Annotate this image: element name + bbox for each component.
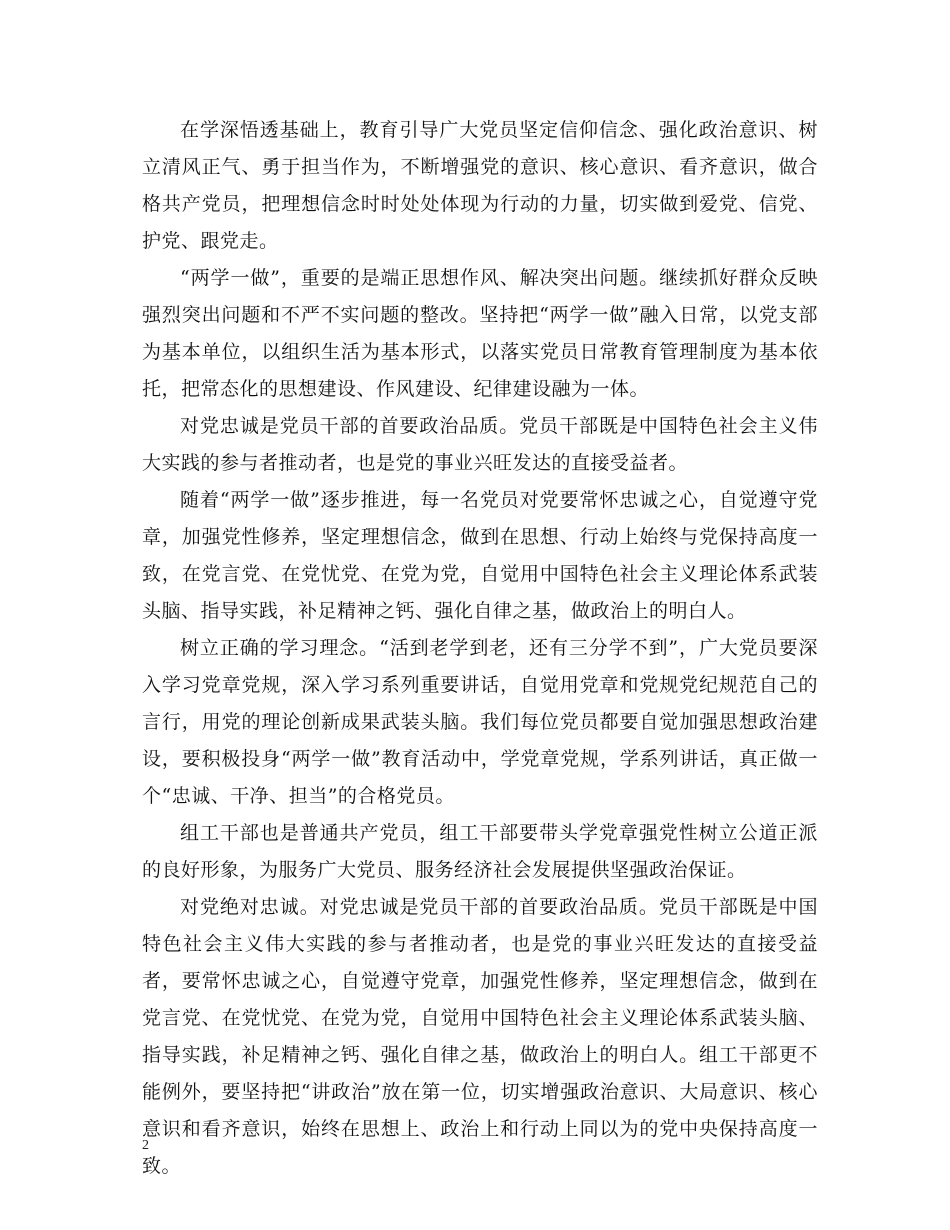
paragraph: 对党忠诚是党员干部的首要政治品质。党员干部既是中国特色社会主义伟大实践的参与者推动者，也是党的事业兴旺发达的直接受益者。 — [142, 415, 818, 474]
paragraph: 树立正确的学习理念。“活到老学到老，还有三分学不到”，广大党员要深入学习党章党规，深入学习系列重要讲话，自觉用党章和党规党纪规范自己的言行，用党的理论创新成果武装头脑。我们每位党员都要自觉加强思想政治建设，要积极投身“两学一做”教育活动中，学党章党规，学系列讲话，真正做一个“忠诚、干净、担当”的合格党员。 — [142, 637, 818, 807]
document-body — [142, 112, 818, 1185]
paragraph: 在学深悟透基础上，教育引导广大党员坚定信仰信念、强化政治意识、树立清风正气、勇于担当作为，不断增强党的意识、核心意识、看齐意识，做合格共产党员，把理想信念时时处处体现为行动的力量，切实做到爱党、信党、护党、跟党走。 — [142, 119, 818, 252]
page-number: 2 — [142, 1138, 149, 1153]
paragraph: “两学一做”，重要的是端正思想作风、解决突出问题。继续抓好群众反映强烈突出问题和不严不实问题的整改。坚持把“两学一做”融入日常，以党支部为基本单位，以组织生活为基本形式，以落实党员日常教育管理制度为基本依托，把常态化的思想建设、作风建设、纪律建设融为一体。 — [142, 267, 818, 400]
paragraph: 对党绝对忠诚。对党忠诚是党员干部的首要政治品质。党员干部既是中国特色社会主义伟大实践的参与者推动者，也是党的事业兴旺发达的直接受益者，要常怀忠诚之心，自觉遵守党章，加强党性修养，坚定理想信念，做到在党言党、在党忧党、在党为党，自觉用中国特色社会主义理论体系武装头脑、指导实践，补足精神之钙、强化自律之基，做政治上的明白人。组工干部更不能例外，要坚持把“讲政治”放在第一位，切实增强政治意识、大局意识、核心意识和看齐意识，始终在思想上、政治上和行动上同以为的党中央保持高度一致。 — [142, 896, 818, 1177]
paragraph: 随着“两学一做”逐步推进，每一名党员对党要常怀忠诚之心，自觉遵守党章，加强党性修养，坚定理想信念，做到在思想、行动上始终与党保持高度一致，在党言党、在党忧党、在党为党，自觉用中国特色社会主义理论体系武装头脑、指导实践，补足精神之钙、强化自律之基，做政治上的明白人。 — [142, 489, 818, 622]
paragraph: 组工干部也是普通共产党员，组工干部要带头学党章强党性树立公道正派的良好形象，为服务广大党员、服务经济社会发展提供坚强政治保证。 — [142, 822, 818, 881]
